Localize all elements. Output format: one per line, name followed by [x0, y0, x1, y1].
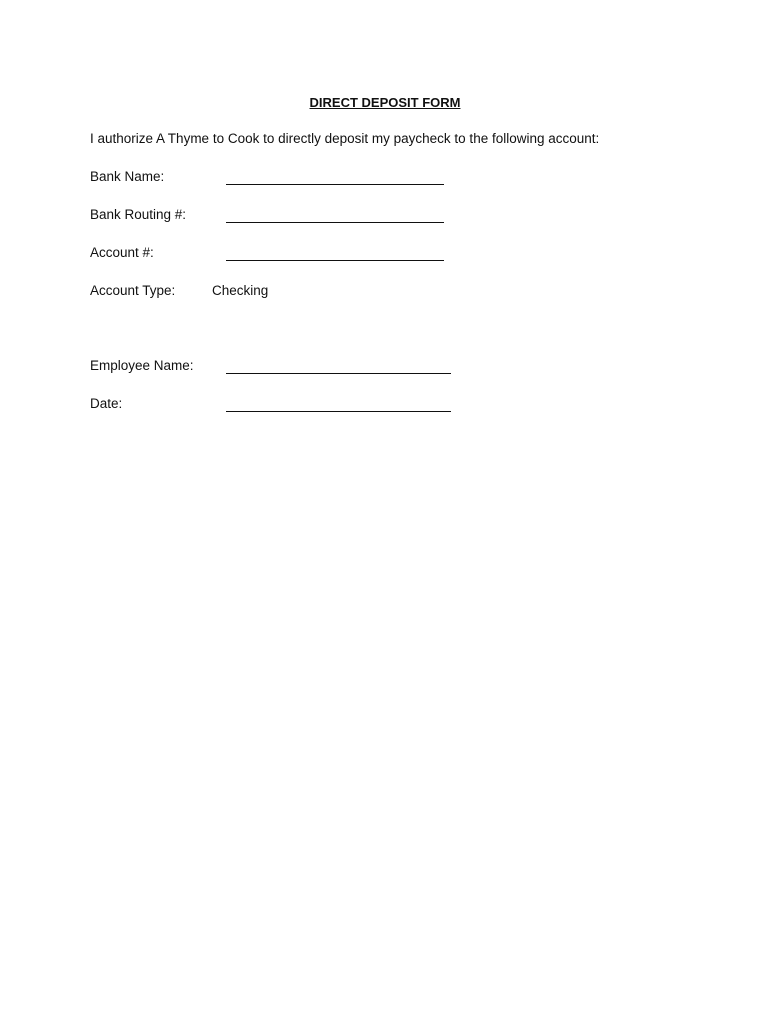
employee-name-field[interactable] — [226, 373, 451, 374]
account-type-label: Account Type: — [90, 283, 176, 298]
date-field[interactable] — [226, 411, 451, 412]
employee-name-label: Employee Name: — [90, 358, 194, 373]
authorization-statement: I authorize A Thyme to Cook to directly deposit my paycheck to the following account: — [90, 131, 600, 146]
account-number-label: Account #: — [90, 245, 154, 260]
date-label: Date: — [90, 396, 123, 411]
bank-name-field[interactable] — [226, 184, 444, 185]
bank-routing-label: Bank Routing #: — [90, 207, 187, 222]
account-number-field[interactable] — [226, 260, 444, 261]
account-type-value: Checking — [212, 283, 269, 298]
bank-routing-field[interactable] — [226, 222, 444, 223]
bank-name-label: Bank Name: — [90, 169, 165, 184]
form-title: DIRECT DEPOSIT FORM — [309, 95, 461, 110]
